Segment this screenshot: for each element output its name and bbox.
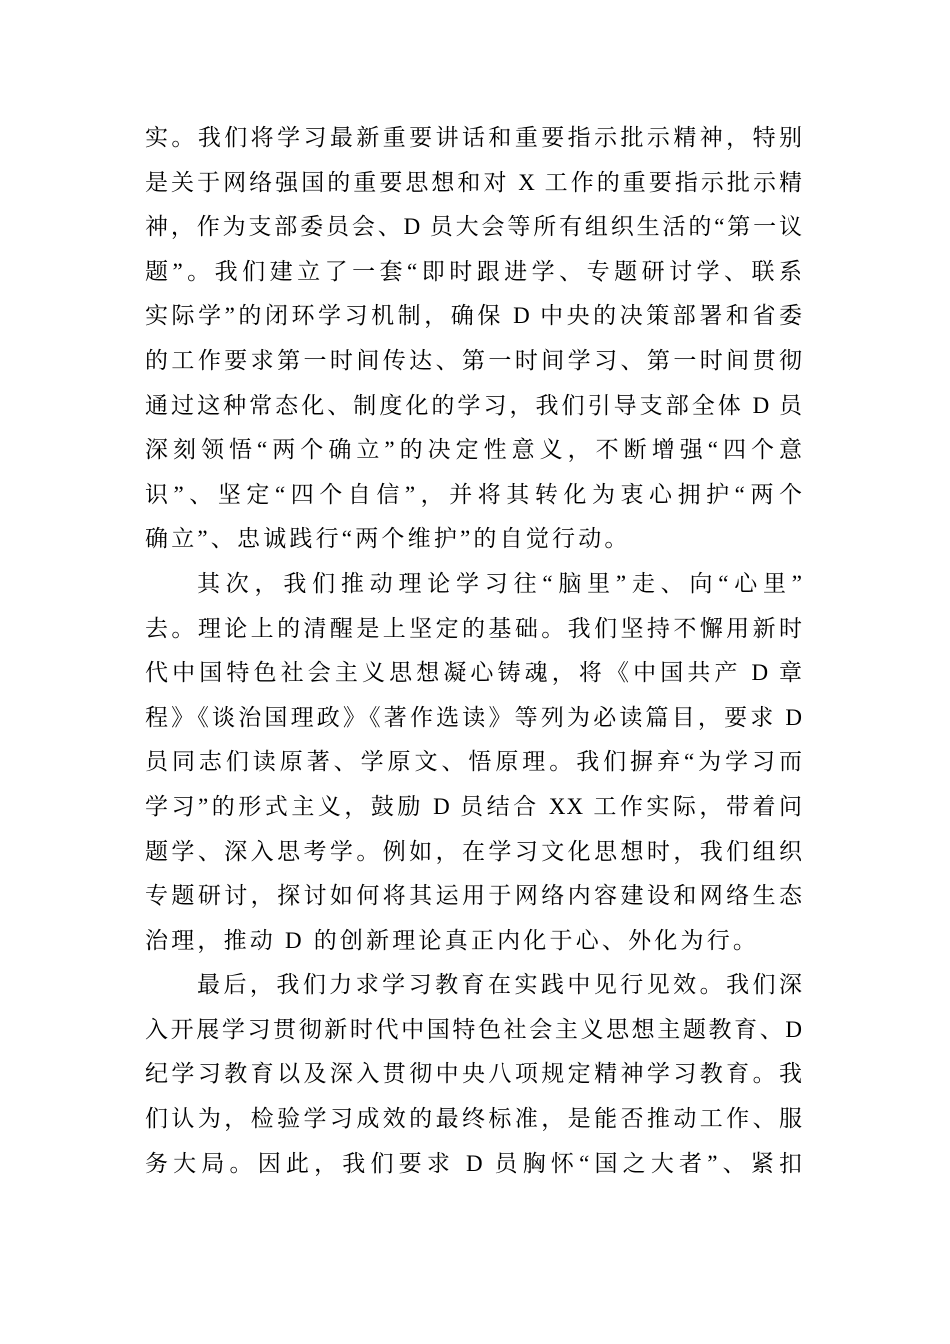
text-line: 代中国特色社会主义思想凝心铸魂，将《中国共产 D 章 (145, 660, 803, 686)
paragraph-3 (145, 967, 803, 1190)
text-line: 入开展学习贯彻新时代中国特色社会主义思想主题教育、D (145, 1016, 803, 1042)
text-line: 识”、坚定“四个自信”，并将其转化为衷心拥护“两个 (145, 481, 803, 507)
body-text (145, 120, 803, 1190)
text-line: 是关于网络强国的重要思想和对 X 工作的重要指示批示精 (145, 169, 803, 195)
text-line: 实。我们将学习最新重要讲话和重要指示批示精神，特别 (145, 125, 803, 150)
text-line: 务大局。因此，我们要求 D 员胸怀“国之大者”、紧扣 (145, 1150, 803, 1176)
text-line: 们认为，检验学习成效的最终标准，是能否推动工作、服 (145, 1106, 803, 1132)
text-line: 员同志们读原著、学原文、悟原理。我们摒弃“为学习而 (145, 749, 803, 775)
text-line: 学习”的形式主义，鼓励 D 员结合 XX 工作实际，带着问 (145, 793, 803, 819)
text-line: 去。理论上的清醒是上坚定的基础。我们坚持不懈用新时 (145, 615, 803, 641)
text-line: 题”。我们建立了一套“即时跟进学、专题研讨学、联系 (145, 258, 803, 284)
text-line: 专题研讨，探讨如何将其运用于网络内容建设和网络生态 (145, 883, 803, 909)
paragraph-1 (145, 120, 803, 566)
text-line: 的工作要求第一时间传达、第一时间学习、第一时间贯彻 (145, 347, 803, 373)
text-line: 治理，推动 D 的创新理论真正内化于心、外化为行。 (145, 927, 760, 953)
text-line: 题学、深入思考学。例如，在学习文化思想时，我们组织 (145, 838, 803, 864)
text-line: 神，作为支部委员会、D 员大会等所有组织生活的“第一议 (145, 214, 803, 240)
paragraph-2 (145, 566, 803, 967)
text-line: 深刻领悟“两个确立”的决定性意义，不断增强“四个意 (145, 437, 803, 463)
text-line: 实际学”的闭环学习机制，确保 D 中央的决策部署和省委 (145, 303, 803, 329)
text-line: 纪学习教育以及深入贯彻中央八项规定精神学习教育。我 (145, 1061, 803, 1087)
text-line: 确立”、忠诚践行“两个维护”的自觉行动。 (145, 526, 631, 552)
text-line: 最后，我们力求学习教育在实践中见行见效。我们深 (197, 972, 803, 998)
text-line: 程》《谈治国理政》《著作选读》等列为必读篇目，要求 D (145, 704, 803, 730)
text-line: 其次，我们推动理论学习往“脑里”走、向“心里” (197, 570, 803, 596)
text-line: 通过这种常态化、制度化的学习，我们引导支部全体 D 员 (145, 392, 803, 418)
